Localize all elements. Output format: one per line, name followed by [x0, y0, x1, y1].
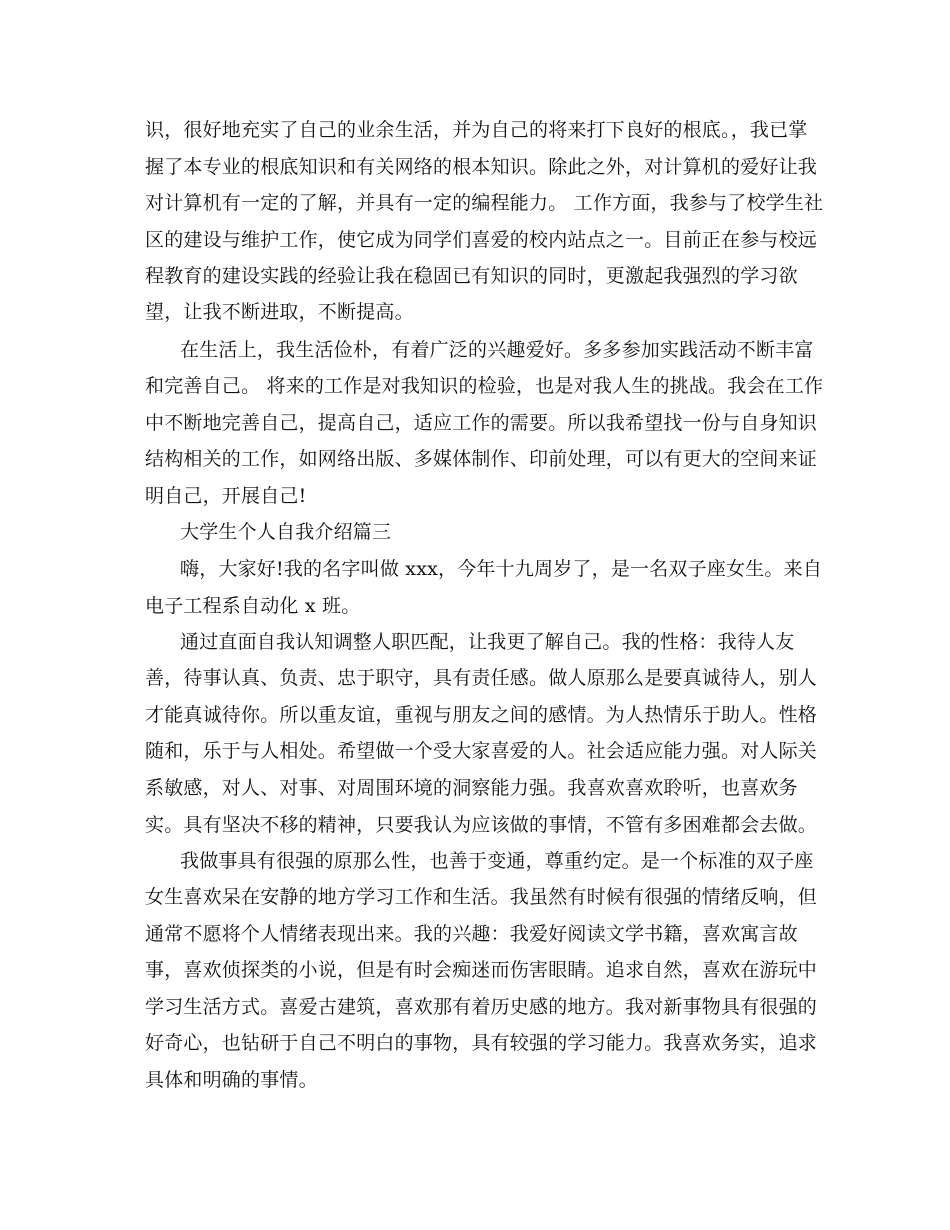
text-line: 程教育的建设实践的经验让我在稳固已有知识的同时，更激起我强烈的学习欲 [145, 265, 798, 287]
text-line: 握了本专业的根底知识和有关网络的根本知识。除此之外，对计算机的爱好让我 [145, 156, 818, 178]
text-line: 和完善自己。 将来的工作是对我知识的检验，也是对我人生的挑战。我会在工作 [145, 375, 824, 397]
text-line: 实。具有坚决不移的精神，只要我认为应该做的事情，不管有多困难都会去做。 [145, 814, 818, 836]
text-line: 具体和明确的事情。 [145, 1069, 318, 1091]
text-line: 善，待事认真、负责、忠于职守，具有责任感。做人原那么是要真诚待人，别人 [145, 667, 818, 689]
section-heading: 大学生个人自我介绍篇三 [180, 521, 392, 543]
text-line: 好奇心，也钻研于自己不明白的事物，具有较强的学习能力。我喜欢务实，追求 [145, 1032, 818, 1054]
text-line: 电子工程系自动化 x 班。 [145, 595, 361, 617]
text-line: 通常不愿将个人情绪表现出来。我的兴趣：我爱好阅读文学书籍，喜欢寓言故 [145, 923, 798, 945]
text-line: 识，很好地充实了自己的业余生活，并为自己的将来打下良好的根底。，我已掌 [145, 119, 808, 141]
text-line: 望，让我不断进取，不断提高。 [145, 301, 414, 323]
paragraph-start-line: 通过直面自我认知调整人职匹配，让我更了解自己。我的性格：我待人友 [180, 631, 795, 653]
text-line: 学习生活方式。喜爱古建筑，喜欢那有着历史感的地方。我对新事物具有很强的 [145, 996, 818, 1018]
text-line: 随和，乐于与人相处。希望做一个受大家喜爱的人。社会适应能力强。对人际关 [145, 740, 818, 762]
text-line: 结构相关的工作，如网络出版、多媒体制作、印前处理，可以有更大的空间来证 [145, 448, 818, 470]
text-line: 女生喜欢呆在安静的地方学习工作和生活。我虽然有时候有很强的情绪反响，但 [145, 886, 818, 908]
text-line: 区的建设与维护工作，使它成为同学们喜爱的校内站点之一。目前正在参与校远 [145, 229, 818, 251]
paragraph-start-line: 嗨，大家好!我的名字叫做 xxx，今年十九周岁了，是一名双子座女生。来自 [180, 558, 823, 580]
text-line: 明自己，开展自己! [145, 485, 307, 507]
text-line: 事，喜欢侦探类的小说，但是有时会痴迷而伤害眼睛。追求自然，喜欢在游玩中 [145, 959, 818, 981]
text-line: 中不断地完善自己，提高自己，适应工作的需要。所以我希望找一份与自身知识 [145, 412, 818, 434]
text-line: 系敏感，对人、对事、对周围环境的洞察能力强。我喜欢喜欢聆听，也喜欢务 [145, 777, 798, 799]
paragraph-start-line: 在生活上，我生活俭朴，有着广泛的兴趣爱好。多多参加实践活动不断丰富 [180, 339, 814, 361]
text-line: 才能真诚待你。所以重友谊，重视与朋友之间的感情。为人热情乐于助人。性格 [145, 704, 818, 726]
text-line: 对计算机有一定的了解，并具有一定的编程能力。 工作方面，我参与了校学生社 [145, 192, 824, 214]
paragraph-start-line: 我做事具有很强的原那么性，也善于变通，尊重约定。是一个标准的双子座 [180, 850, 814, 872]
